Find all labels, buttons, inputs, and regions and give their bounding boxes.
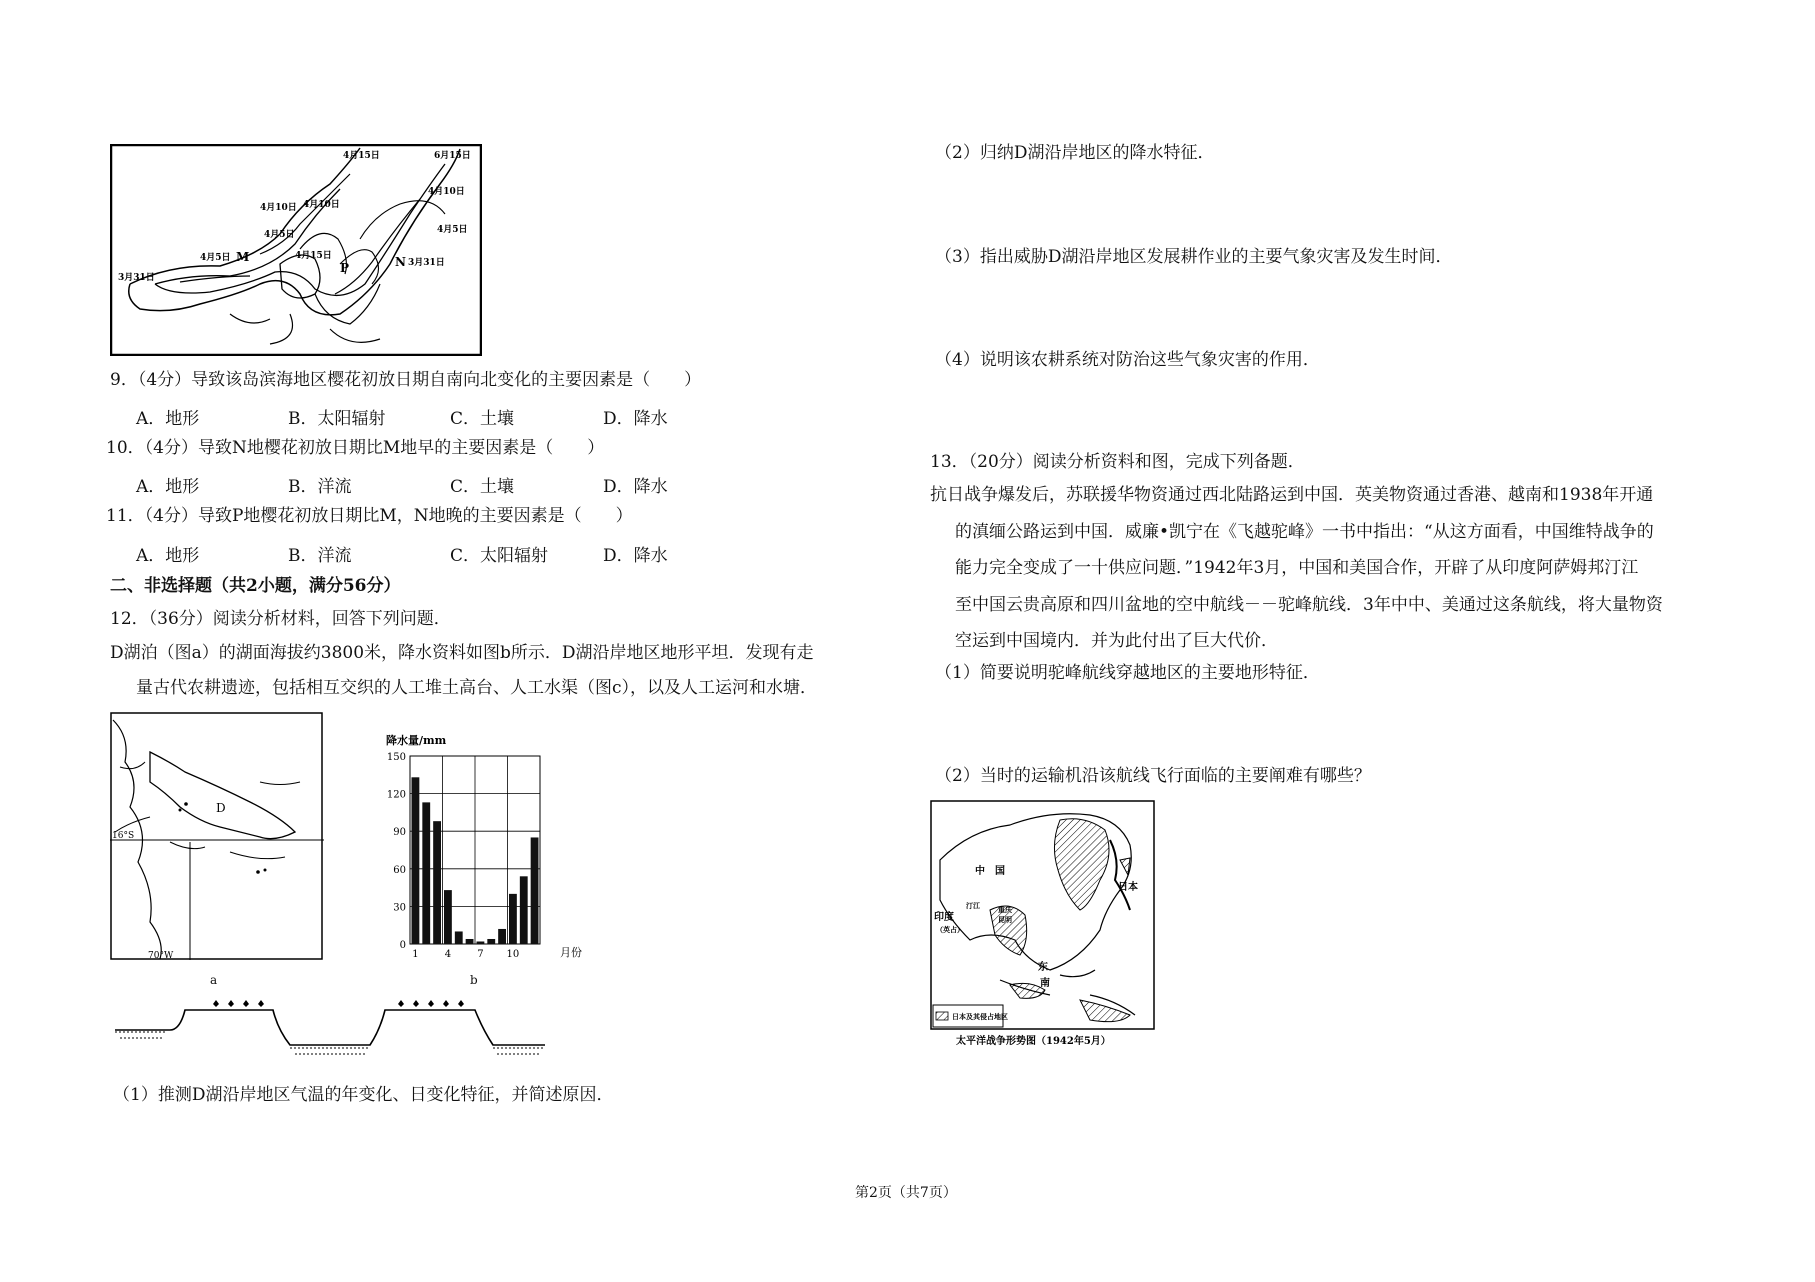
isoline-label: 4月15日	[295, 251, 332, 261]
x-tick-label: 7	[477, 949, 484, 960]
point-n-label: N	[395, 255, 406, 269]
y-tick-label: 0	[399, 940, 406, 951]
q10-option-a: A．地形	[136, 477, 200, 497]
kunming-label: 昆明	[998, 915, 1012, 924]
japan-label: 日本	[1118, 882, 1138, 893]
isoline-label: 4月5日	[200, 253, 231, 263]
q9-option-a: A．地形	[136, 409, 200, 429]
question-12-sub-1: （1）推测D湖沿岸地区气温的年变化、日变化特征，并简述原因．	[113, 1085, 614, 1105]
isoline-label: 4月10日	[303, 200, 340, 210]
longitude-label: 70°W	[148, 951, 174, 961]
lake-map-figure-a	[110, 712, 324, 962]
section-heading: 二、非选择题（共2小题，满分56分）	[110, 576, 401, 596]
page-footer: 第2页（共7页）	[855, 1185, 957, 1201]
question-12-stem: 12．（36分）阅读分析材料，回答下列问题．	[110, 609, 451, 629]
bar-7	[477, 941, 485, 944]
y-tick-label: 30	[393, 902, 406, 914]
latitude-label: 16°S	[112, 831, 135, 841]
figure-a-caption: a	[210, 973, 218, 987]
isoline-label: 4月5日	[264, 230, 295, 240]
bar-9	[498, 929, 506, 944]
question-12-material-2: 量古代农耕遗迹，包括相互交织的人工堆土高台、人工水渠（图c），以及人工运河和水塘．	[136, 678, 818, 698]
y-tick-label: 120	[386, 789, 406, 801]
question-10: 10．（4分）导致N地樱花初放日期比M地早的主要因素是（ ）	[106, 438, 605, 458]
bar-11	[520, 876, 528, 944]
y-tick-label: 60	[393, 864, 406, 876]
isoline-label: 4月15日	[343, 151, 380, 161]
bar-2	[422, 802, 430, 944]
question-12-sub-4: （4）说明该农耕系统对防治这些气象灾害的作用．	[935, 350, 1320, 370]
bar-12	[531, 837, 539, 944]
isoline-label: 3月31日	[408, 258, 445, 268]
q10-option-d: D．降水	[603, 477, 668, 497]
svg-text:4月5日: 4月5日	[437, 225, 468, 235]
q10-option-b: B．洋流	[288, 477, 352, 497]
question-12-material-1: D湖泊（图a）的湖面海拔约3800米，降水资料如图b所示．D湖沿岸地区地形平坦．发现有走	[110, 643, 814, 663]
isoline-label: 4月10日	[428, 187, 465, 197]
bar-6	[466, 939, 474, 944]
y-tick-label: 150	[386, 752, 406, 763]
q11-option-b: B．洋流	[288, 546, 352, 566]
point-p-label: P	[340, 261, 350, 275]
question-13-material-1: 抗日战争爆发后，苏联援华物资通过西北陆路运到中国．英美物资通过香港、越南和1938年开通	[930, 485, 1654, 505]
farmland-cross-section-figure-c	[115, 1000, 545, 1062]
point-m-label: M	[236, 250, 250, 264]
question-13-material-3: 能力完全变成了一十供应问题．”1942年3月，中国和美国合作，开辟了从印度阿萨姆邦汀江	[955, 558, 1639, 578]
china-label: 中 国	[975, 866, 1005, 877]
x-tick-label: 1	[412, 949, 419, 960]
question-12-sub-3: （3）指出威胁D湖沿岸地区发展耕作业的主要气象灾害及发生时间．	[935, 247, 1453, 267]
y-tick-label: 90	[393, 827, 406, 839]
east-label: 东	[1038, 962, 1048, 973]
south-label: 南	[1040, 978, 1050, 989]
q9-option-b: B．太阳辐射	[288, 409, 386, 429]
sakura-bloom-map	[110, 144, 482, 356]
bar-8	[487, 939, 495, 944]
bar-1	[412, 777, 420, 944]
isoline-label: 3月31日	[118, 273, 155, 283]
x-axis-title: 月份	[560, 946, 582, 959]
map-caption: 太平洋战争形势图（1942年5月）	[956, 1036, 1111, 1047]
question-13-material-2: 的滇缅公路运到中国．威廉•凯宁在《飞越驼峰》一书中指出：“从这方面看，中国维特战争的	[955, 522, 1654, 542]
bar-5	[455, 931, 463, 944]
india-label: 印度	[934, 912, 954, 923]
question-13-sub-1: （1）简要说明驼峰航线穿越地区的主要地形特征．	[935, 663, 1320, 683]
q10-option-c: C．土壤	[450, 477, 515, 497]
isoline-label: 6月15日	[434, 151, 471, 161]
question-11: 11．（4分）导致P地樱花初放日期比M，N地晚的主要因素是（ ）	[106, 506, 633, 526]
bar-3	[433, 821, 441, 944]
isoline-label: 4月10日	[260, 203, 297, 213]
precipitation-chart-figure-b	[380, 732, 590, 962]
chongqing-label: 重庆	[998, 905, 1012, 914]
q9-option-c: C．土壤	[450, 409, 515, 429]
dingjiang-label: 汀江	[966, 901, 980, 910]
q11-option-c: C．太阳辐射	[450, 546, 549, 566]
bar-4	[444, 890, 452, 944]
question-13-material-5: 空运到中国境内．并为此付出了巨大代价．	[955, 631, 1278, 651]
question-13-stem: 13．（20分）阅读分析资料和图，完成下列备题．	[930, 452, 1305, 472]
figure-b-caption: b	[470, 973, 478, 987]
q11-option-d: D．降水	[603, 546, 668, 566]
y-axis-title: 降水量/mm	[386, 734, 447, 747]
x-tick-label: 10	[506, 949, 520, 960]
lake-d-label: D	[216, 801, 226, 815]
q11-option-a: A．地形	[136, 546, 200, 566]
question-12-sub-2: （2）归纳D湖沿岸地区的降水特征．	[935, 143, 1215, 163]
q9-option-d: D．降水	[603, 409, 668, 429]
x-tick-label: 4	[444, 949, 452, 960]
british-occupied-label: （英占）	[936, 925, 964, 934]
question-9: 9．（4分）导致该岛滨海地区樱花初放日期自南向北变化的主要因素是（ ）	[110, 370, 702, 390]
pacific-war-map	[930, 800, 1155, 1048]
bar-10	[509, 894, 517, 944]
legend-label: 日本及其侵占地区	[952, 1012, 1008, 1021]
question-13-material-4: 至中国云贵高原和四川盆地的空中航线－－驼峰航线．3年中中、美通过这条航线，将大量物资	[955, 595, 1663, 615]
question-13-sub-2: （2）当时的运输机沿该航线飞行面临的主要阐难有哪些？	[935, 766, 1371, 786]
